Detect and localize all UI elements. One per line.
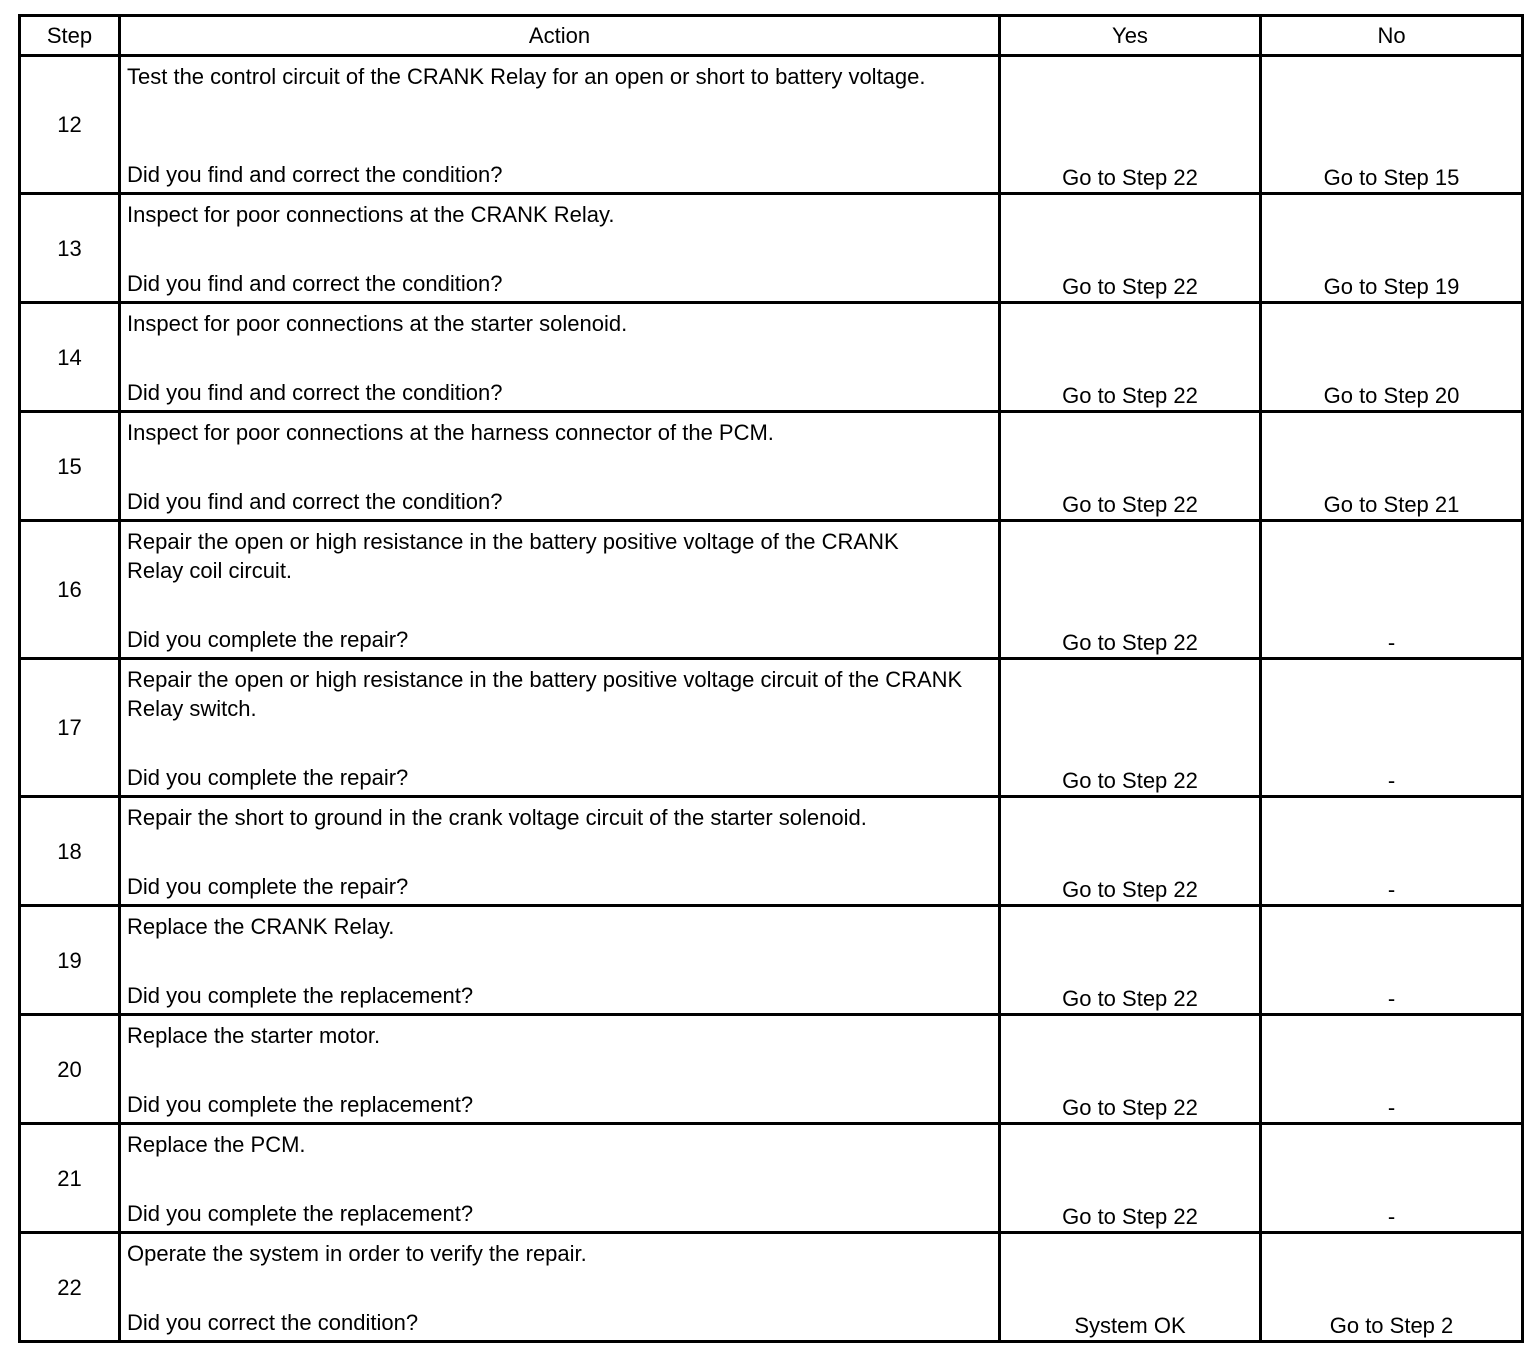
- no-result: -: [1261, 521, 1523, 659]
- step-number: 21: [20, 1124, 120, 1233]
- yes-result: Go to Step 22: [1000, 194, 1261, 303]
- step-number: 16: [20, 521, 120, 659]
- action-question: Did you find and correct the condition?: [127, 489, 503, 514]
- action-cell: [120, 797, 1000, 906]
- table-row: [20, 1124, 1523, 1233]
- header-action: Action: [120, 16, 1000, 56]
- no-result: -: [1261, 659, 1523, 797]
- action-instruction: Test the control circuit of the CRANK Relay for an open or short to battery voltage.: [127, 64, 926, 89]
- table-row: [20, 659, 1523, 797]
- action-instruction: Repair the short to ground in the crank voltage circuit of the starter solenoid.: [127, 805, 867, 830]
- table-row: [20, 303, 1523, 412]
- yes-result: Go to Step 22: [1000, 303, 1261, 412]
- no-result: Go to Step 15: [1261, 56, 1523, 194]
- no-result: -: [1261, 1124, 1523, 1233]
- step-number: 15: [20, 412, 120, 521]
- action-question: Did you complete the replacement?: [127, 1092, 474, 1117]
- action-question: Did you find and correct the condition?: [127, 271, 503, 296]
- action-cell: [120, 1124, 1000, 1233]
- table-row: [20, 1015, 1523, 1124]
- action-question: Did you complete the repair?: [127, 627, 409, 652]
- step-number: 17: [20, 659, 120, 797]
- action-instruction: Repair the open or high resistance in the battery positive voltage circuit of the CRANK Relay switch.: [127, 667, 963, 721]
- action-cell: [120, 906, 1000, 1015]
- no-result: -: [1261, 1015, 1523, 1124]
- action-instruction: Inspect for poor connections at the harness connector of the PCM.: [127, 420, 774, 445]
- action-instruction: Operate the system in order to verify the repair.: [127, 1241, 587, 1266]
- no-result: -: [1261, 906, 1523, 1015]
- action-cell: [120, 1233, 1000, 1342]
- action-cell: [120, 412, 1000, 521]
- action-cell: [120, 1015, 1000, 1124]
- action-cell: [120, 56, 1000, 194]
- step-number: 13: [20, 194, 120, 303]
- no-result: Go to Step 19: [1261, 194, 1523, 303]
- table-row: [20, 906, 1523, 1015]
- step-number: 22: [20, 1233, 120, 1342]
- yes-result: Go to Step 22: [1000, 521, 1261, 659]
- action-instruction: Inspect for poor connections at the starter solenoid.: [127, 311, 628, 336]
- step-number: 20: [20, 1015, 120, 1124]
- header-yes: Yes: [1000, 16, 1261, 56]
- action-cell: [120, 303, 1000, 412]
- table-row: [20, 56, 1523, 194]
- header-step: Step: [20, 16, 120, 56]
- no-result: Go to Step 2: [1261, 1233, 1523, 1342]
- action-cell: [120, 659, 1000, 797]
- action-question: Did you complete the replacement?: [127, 983, 474, 1008]
- yes-result: Go to Step 22: [1000, 797, 1261, 906]
- action-question: Did you correct the condition?: [127, 1310, 419, 1335]
- step-number: 14: [20, 303, 120, 412]
- table-row: [20, 1233, 1523, 1342]
- yes-result: Go to Step 22: [1000, 659, 1261, 797]
- header-no: No: [1261, 16, 1523, 56]
- table-header-row: [20, 16, 1523, 56]
- action-question: Did you find and correct the condition?: [127, 380, 503, 405]
- action-question: Did you complete the repair?: [127, 874, 409, 899]
- table-row: [20, 194, 1523, 303]
- yes-result: Go to Step 22: [1000, 412, 1261, 521]
- action-question: Did you find and correct the condition?: [127, 162, 503, 187]
- action-instruction: Replace the CRANK Relay.: [127, 914, 395, 939]
- step-number: 19: [20, 906, 120, 1015]
- action-question: Did you complete the replacement?: [127, 1201, 474, 1226]
- action-question: Did you complete the repair?: [127, 765, 409, 790]
- yes-result: Go to Step 22: [1000, 1015, 1261, 1124]
- no-result: Go to Step 20: [1261, 303, 1523, 412]
- yes-result: System OK: [1000, 1233, 1261, 1342]
- action-instruction: Inspect for poor connections at the CRANK Relay.: [127, 202, 615, 227]
- action-cell: [120, 194, 1000, 303]
- table-row: [20, 412, 1523, 521]
- table-row: [20, 797, 1523, 906]
- action-instruction: Replace the starter motor.: [127, 1023, 381, 1048]
- step-number: 12: [20, 56, 120, 194]
- no-result: -: [1261, 797, 1523, 906]
- yes-result: Go to Step 22: [1000, 1124, 1261, 1233]
- action-instruction: Repair the open or high resistance in the battery positive voltage of the CRANK Relay coil circuit.: [127, 529, 899, 583]
- yes-result: Go to Step 22: [1000, 56, 1261, 194]
- table-row: [20, 521, 1523, 659]
- no-result: Go to Step 21: [1261, 412, 1523, 521]
- action-instruction: Replace the PCM.: [127, 1132, 306, 1157]
- step-number: 18: [20, 797, 120, 906]
- action-cell: [120, 521, 1000, 659]
- yes-result: Go to Step 22: [1000, 906, 1261, 1015]
- diagnostic-table: [18, 14, 1524, 1343]
